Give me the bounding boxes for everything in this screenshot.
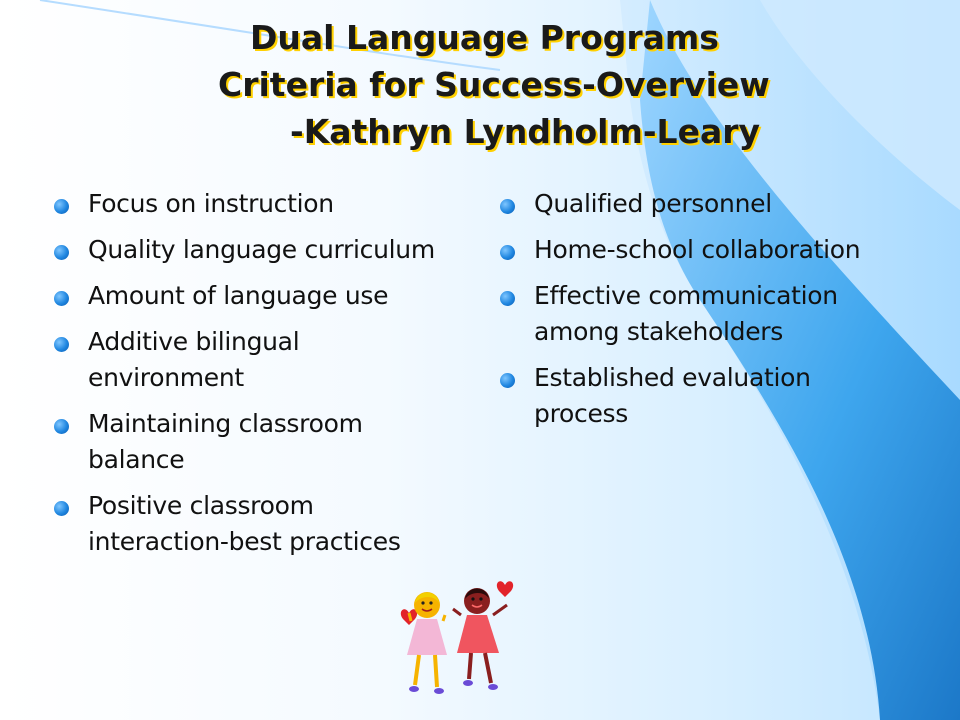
list-item-label: Focus on instruction xyxy=(88,189,334,218)
bullet-icon xyxy=(500,291,515,306)
list-item-label: Home-school collaboration xyxy=(534,235,861,264)
list-item xyxy=(500,360,880,432)
list-item-label: Effective communication among stakeholders xyxy=(534,281,838,346)
list-item-label: Positive classroom interaction-best practices xyxy=(88,491,401,556)
bullet-icon xyxy=(500,245,515,260)
bullet-icon xyxy=(54,245,69,260)
list-item xyxy=(54,232,454,268)
bullet-icon xyxy=(54,419,69,434)
list-item xyxy=(54,278,454,314)
list-item-label: Quality language curriculum xyxy=(88,235,435,264)
bullet-icon xyxy=(54,501,69,516)
bullet-icon xyxy=(54,337,69,352)
list-item xyxy=(54,324,454,396)
bullet-icon xyxy=(500,199,515,214)
bullet-icon xyxy=(54,199,69,214)
bullet-icon xyxy=(54,291,69,306)
slide-title xyxy=(0,14,960,155)
bullet-icon xyxy=(500,373,515,388)
list-item-label: Amount of language use xyxy=(88,281,389,310)
list-item xyxy=(500,232,880,268)
list-item xyxy=(500,186,880,222)
right-bullet-list xyxy=(500,186,880,442)
title-line-3: -Kathryn Lyndholm-Leary xyxy=(290,112,761,151)
list-item xyxy=(500,278,880,350)
list-item xyxy=(54,406,454,478)
list-item xyxy=(54,186,454,222)
title-line-2: Criteria for Success-Overview xyxy=(218,65,770,104)
list-item-label: Maintaining classroom balance xyxy=(88,409,363,474)
list-item-label: Established evaluation process xyxy=(534,363,811,428)
list-item-label: Qualified personnel xyxy=(534,189,772,218)
two-dancing-girls-clipart xyxy=(395,575,525,715)
left-bullet-list xyxy=(54,186,454,570)
list-item xyxy=(54,488,454,560)
title-line-1: Dual Language Programs xyxy=(250,18,719,57)
list-item-label: Additive bilingual environment xyxy=(88,327,300,392)
